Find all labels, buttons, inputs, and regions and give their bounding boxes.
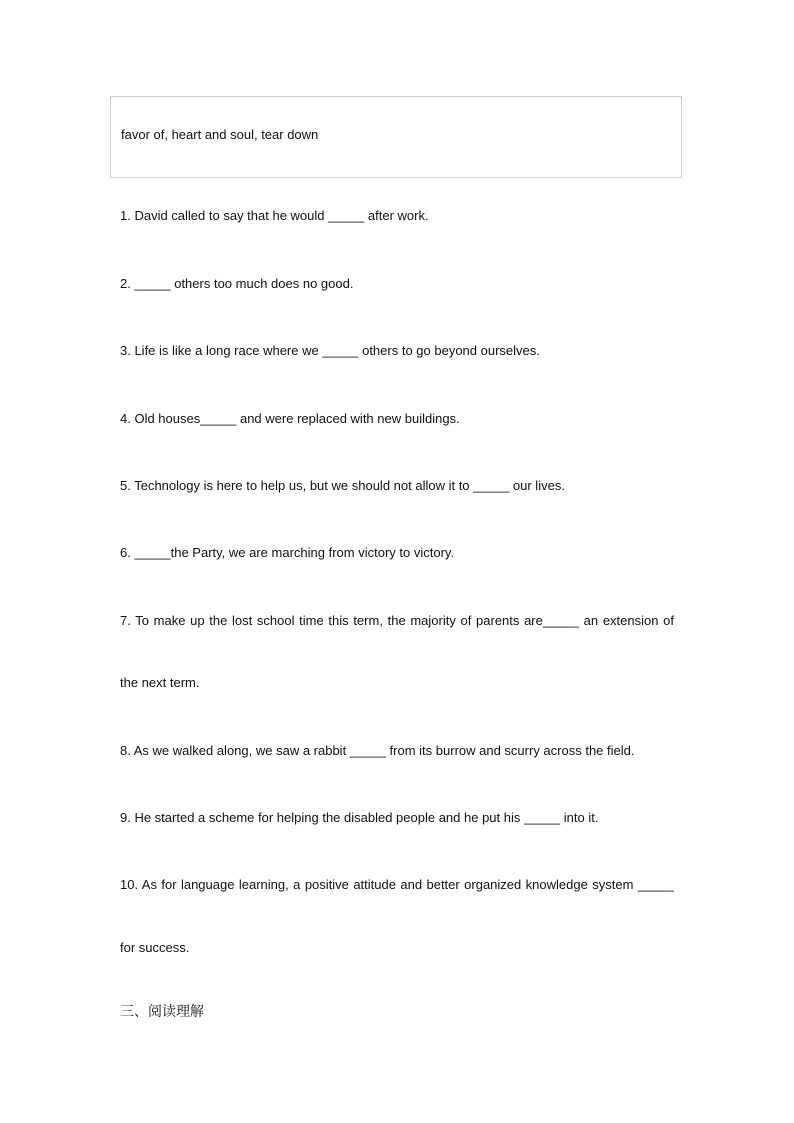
question-1: 1. David called to say that he would _____ after work.: [120, 208, 429, 223]
question-6: 6. _____the Party, we are marching from victory to victory.: [120, 545, 455, 560]
question-7-line-2: the next term.: [120, 675, 200, 690]
word-bank-text: favor of, heart and soul, tear down: [121, 127, 319, 142]
question-10-line-1: 10. As for language learning, a positive attitude and better organized knowledge system _____: [120, 877, 674, 892]
section-title-reading-comprehension: 三、阅读理解: [120, 1004, 204, 1020]
question-2: 2. _____ others too much does no good.: [120, 276, 354, 291]
question-4: 4. Old houses_____ and were replaced with new buildings.: [120, 411, 460, 426]
question-3: 3. Life is like a long race where we _____ others to go beyond ourselves.: [120, 343, 540, 358]
word-bank-box: [110, 96, 682, 178]
question-9: 9. He started a scheme for helping the disabled people and he put his _____ into it.: [120, 810, 599, 825]
question-7-line-1: 7. To make up the lost school time this term, the majority of parents are_____ an extension of: [120, 613, 674, 628]
question-10-line-2: for success.: [120, 940, 190, 955]
question-8: 8. As we walked along, we saw a rabbit _____ from its burrow and scurry across the field.: [120, 743, 635, 758]
question-5: 5. Technology is here to help us, but we should not allow it to _____ our lives.: [120, 478, 565, 493]
